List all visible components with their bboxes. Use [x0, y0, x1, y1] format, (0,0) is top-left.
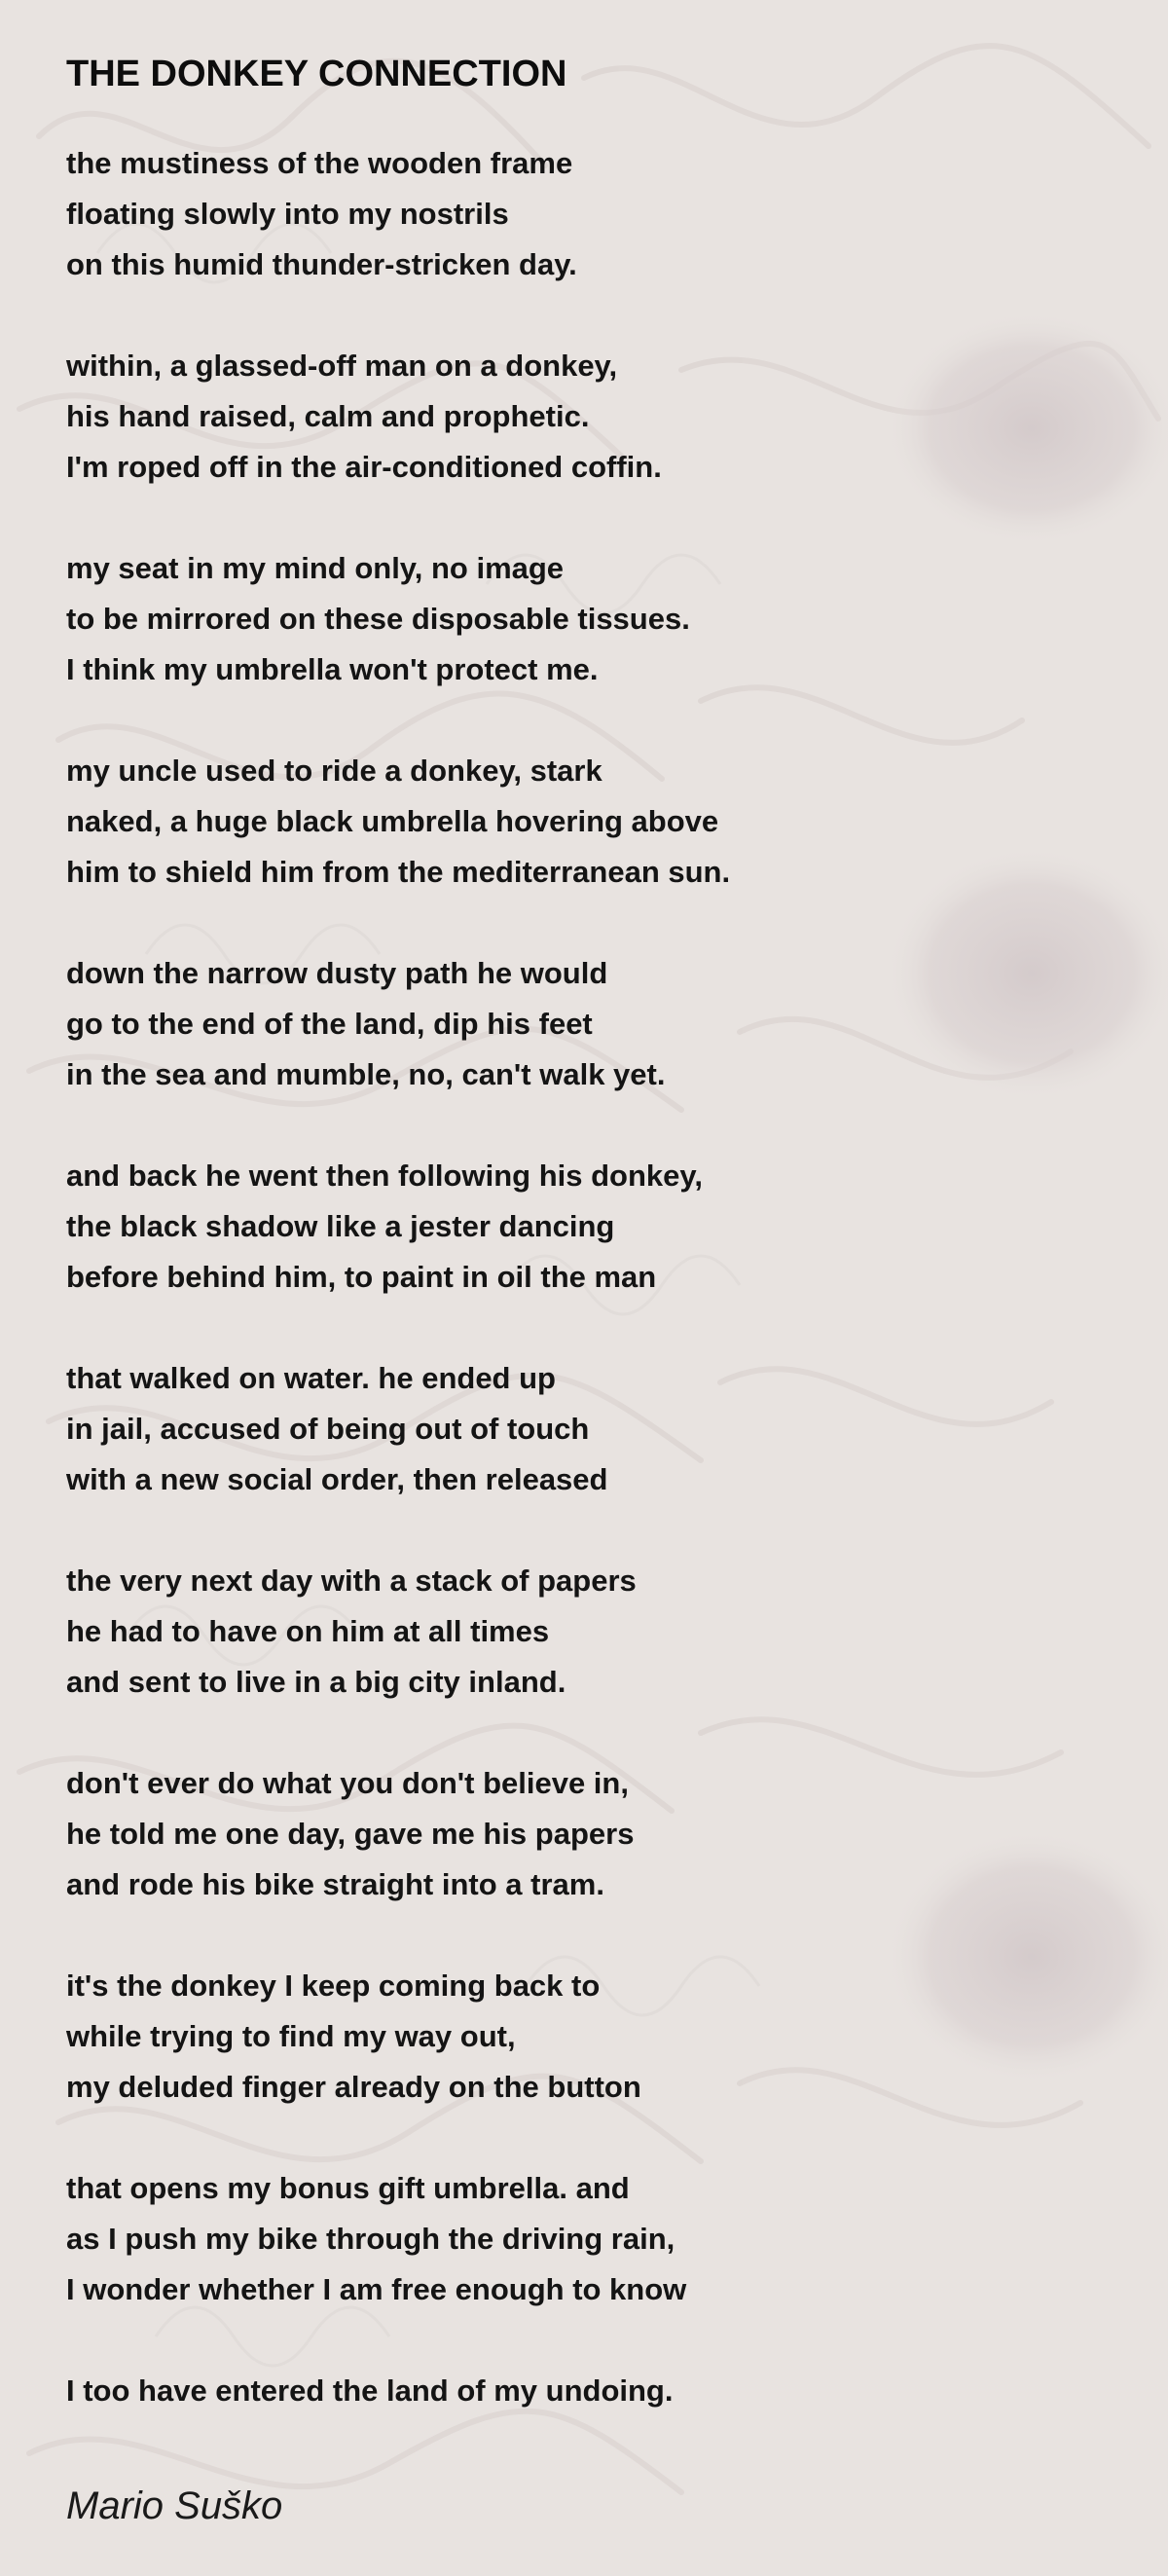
- poem-line: his hand raised, calm and prophetic.: [66, 399, 590, 433]
- poem-container: [66, 47, 1117, 2535]
- stanza: [66, 1961, 1117, 2113]
- poem-line: to be mirrored on these disposable tissues.: [66, 602, 690, 636]
- poem-line: he told me one day, gave me his papers: [66, 1817, 635, 1851]
- poem-line: that walked on water. he ended up: [66, 1361, 556, 1395]
- poem-body: [66, 138, 1117, 2416]
- stanza: [66, 746, 1117, 898]
- stanza: [66, 138, 1117, 290]
- stanza: [66, 341, 1117, 493]
- poem-line: I think my umbrella won't protect me.: [66, 652, 599, 686]
- poem-line: floating slowly into my nostrils: [66, 197, 509, 231]
- stanza: [66, 1556, 1117, 1708]
- poem-line: in jail, accused of being out of touch: [66, 1412, 590, 1446]
- poem-line: the black shadow like a jester dancing: [66, 1209, 615, 1243]
- stanza: [66, 543, 1117, 695]
- poem-line: my deluded finger already on the button: [66, 2070, 641, 2104]
- poem-line: naked, a huge black umbrella hovering above: [66, 804, 719, 838]
- poem-line: before behind him, to paint in oil the man: [66, 1260, 657, 1294]
- poem-line: my uncle used to ride a donkey, stark: [66, 754, 602, 788]
- poem-line: while trying to find my way out,: [66, 2019, 516, 2053]
- poem-line: and rode his bike straight into a tram.: [66, 1867, 604, 1901]
- stanza: [66, 2163, 1117, 2315]
- poem-line: don't ever do what you don't believe in,: [66, 1766, 629, 1800]
- poem-line: go to the end of the land, dip his feet: [66, 1007, 593, 1041]
- stanza: [66, 1758, 1117, 1910]
- stanza: [66, 2366, 1117, 2416]
- poem-line: it's the donkey I keep coming back to: [66, 1969, 601, 2003]
- poem-author: Mario Suško: [66, 2484, 283, 2527]
- poem-line: the very next day with a stack of papers: [66, 1564, 637, 1598]
- poem-line: and sent to live in a big city inland.: [66, 1665, 566, 1699]
- poem-line: within, a glassed-off man on a donkey,: [66, 349, 618, 383]
- poem-line: on this humid thunder-stricken day.: [66, 247, 577, 281]
- poem-line: I wonder whether I am free enough to know: [66, 2272, 687, 2306]
- poem-line: him to shield him from the mediterranean sun.: [66, 855, 731, 889]
- poem-line: I too have entered the land of my undoing.: [66, 2374, 674, 2408]
- poem-title: THE DONKEY CONNECTION: [66, 54, 567, 94]
- poem-line: the mustiness of the wooden frame: [66, 146, 573, 180]
- poem-line: down the narrow dusty path he would: [66, 956, 608, 990]
- poem-line: I'm roped off in the air-conditioned coffin.: [66, 450, 662, 484]
- stanza: [66, 1151, 1117, 1303]
- poem-line: that opens my bonus gift umbrella. and: [66, 2171, 630, 2205]
- poem-line: and back he went then following his donkey,: [66, 1159, 703, 1193]
- poem-line: he had to have on him at all times: [66, 1614, 550, 1648]
- poem-line: as I push my bike through the driving rain,: [66, 2222, 675, 2256]
- stanza: [66, 1353, 1117, 1505]
- poem-line: my seat in my mind only, no image: [66, 551, 565, 585]
- poem-line: in the sea and mumble, no, can't walk yet.: [66, 1057, 666, 1091]
- poem-line: with a new social order, then released: [66, 1462, 608, 1496]
- stanza: [66, 948, 1117, 1100]
